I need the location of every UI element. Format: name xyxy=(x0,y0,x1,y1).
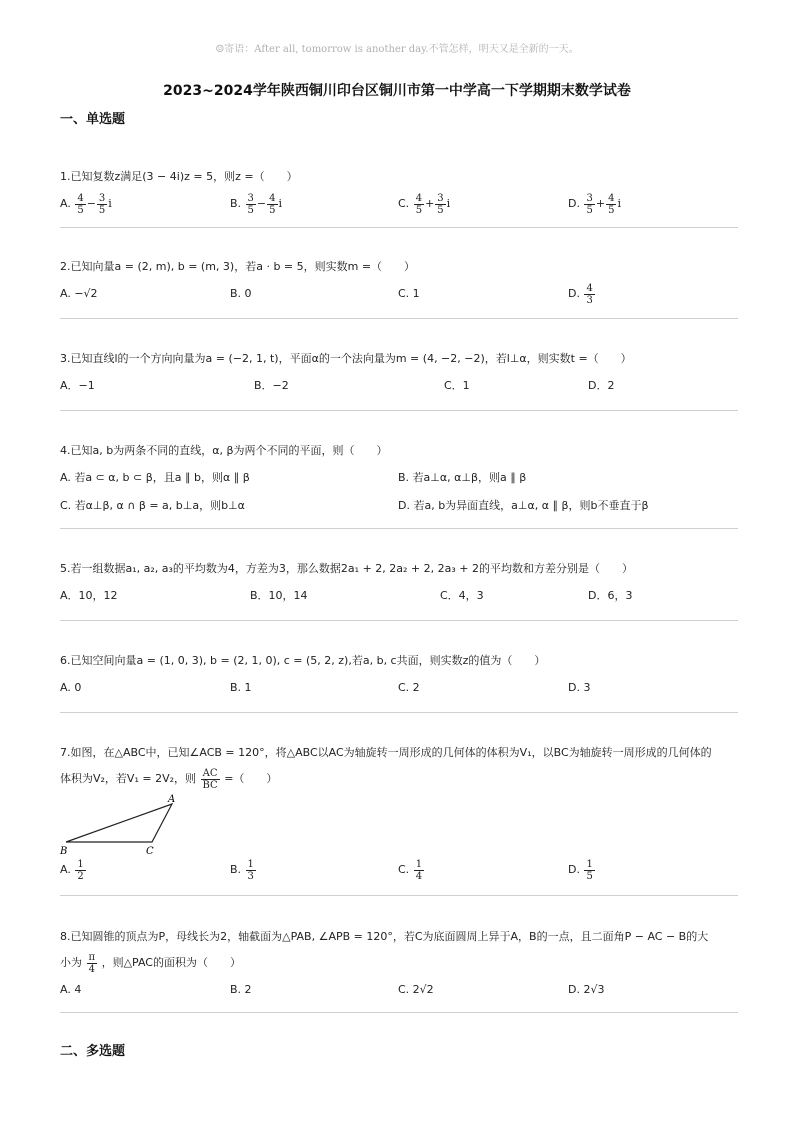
option-label: C. xyxy=(398,197,410,210)
question-7-options xyxy=(60,856,738,884)
question-6-stem: 6.已知空间向量a = (1, 0, 3), b = (2, 1, 0), c = (5, 2, z),若a, b, c共面，则实数z的值为（ ） xyxy=(60,654,546,667)
question-3 xyxy=(60,346,738,400)
question-8-option-c[interactable]: C. 2√2 xyxy=(398,983,434,996)
question-6-option-a[interactable]: A. 0 xyxy=(60,681,82,694)
question-3-option-d[interactable]: D．2 xyxy=(588,379,615,392)
question-3-option-a[interactable]: A．−1 xyxy=(60,379,95,392)
question-2-option-c[interactable]: C. 1 xyxy=(398,287,420,300)
fraction: $\frac{4}{5}$ xyxy=(608,192,615,216)
question-1-option-b[interactable]: B. $\frac{3}{5}$ − $\frac{4}{5}$ i xyxy=(230,192,283,216)
question-5-option-a[interactable]: A．10，12 xyxy=(60,589,118,602)
question-7-option-d[interactable]: D. $\frac{1}{5}$ xyxy=(568,858,593,882)
question-2 xyxy=(60,254,738,308)
question-8-option-a[interactable]: A. 4 xyxy=(60,983,82,996)
question-7-stem-line-2: 体积为V₂，若V₁ = 2V₂，则 $\frac{AC}{BC}$ =（ ） xyxy=(60,767,278,791)
divider xyxy=(60,318,738,319)
question-1 xyxy=(60,164,738,218)
question-2-option-a[interactable]: A. −√2 xyxy=(60,287,98,300)
question-8-stem-line-2: 小为 $\frac{\pi}{4}$ ，则△PAC的面积为（ ） xyxy=(60,951,241,975)
fraction: $\frac{1}{2}$ xyxy=(77,858,84,882)
question-5-option-b[interactable]: B．10，14 xyxy=(250,589,308,602)
question-1-option-d[interactable]: D. $\frac{3}{5}$ + $\frac{4}{5}$ i xyxy=(568,192,621,216)
question-6-option-d[interactable]: D. 3 xyxy=(568,681,591,694)
question-3-option-b[interactable]: B．−2 xyxy=(254,379,289,392)
question-2-option-b[interactable]: B. 0 xyxy=(230,287,252,300)
question-2-option-d[interactable] xyxy=(568,280,596,308)
vertex-label-c: C xyxy=(146,846,154,857)
fraction: $\frac{1}{4}$ xyxy=(415,858,423,882)
fraction: $\frac{4}{5}$ xyxy=(269,192,276,216)
fraction: $\frac{\pi}{4}$ xyxy=(88,951,96,975)
divider xyxy=(60,1012,738,1013)
option-label: A. xyxy=(60,197,71,210)
question-4-option-a[interactable]: A. 若a ⊂ α, b ⊂ β，且a ∥ b，则α ∥ β xyxy=(60,471,250,484)
divider xyxy=(60,528,738,529)
question-1-option-a[interactable]: A. $\frac{4}{5}$ − $\frac{3}{5}$ i xyxy=(60,192,112,216)
page-title: 2023~2024学年陕西铜川印台区铜川市第一中学高一下学期期末数学试卷 xyxy=(163,83,631,99)
fraction: $\frac{4}{5}$ xyxy=(415,192,423,216)
question-4-option-c[interactable]: C. 若α⊥β, α ∩ β = a, b⊥a，则b⊥α xyxy=(60,499,245,512)
section-multiple-choice: 二、多选题 xyxy=(60,1044,126,1059)
question-1-option-c[interactable]: C. $\frac{4}{5}$ + $\frac{3}{5}$ i xyxy=(398,192,451,216)
question-3-option-c[interactable]: C．1 xyxy=(444,379,470,392)
option-label: D. xyxy=(568,287,580,300)
fraction: $\frac{AC}{BC}$ xyxy=(202,767,218,791)
option-label: B. xyxy=(230,197,242,210)
question-1-stem: 1.已知复数z满足(3 − 4i)z = 5，则z =（ ） xyxy=(60,170,298,183)
triangle-abc xyxy=(66,804,172,842)
section-single-choice: 一、单选题 xyxy=(60,112,126,127)
question-8 xyxy=(60,924,738,1004)
divider xyxy=(60,620,738,621)
question-5-stem: 5.若一组数据a₁, a₂, a₃的平均数为4，方差为3，那么数据2a₁ + 2, 2a₂ + 2, 2a₃ + 2的平均数和方差分别是（ ） xyxy=(60,562,633,575)
fraction: $\frac{3}{5}$ xyxy=(98,192,106,216)
question-7 xyxy=(60,740,738,792)
divider xyxy=(60,712,738,713)
question-2-stem: 2.已知向量a = (2, m), b = (m, 3)，若a · b = 5，则实数m =（ ） xyxy=(60,260,416,273)
vertex-label-b: B xyxy=(60,846,68,857)
fraction: $\frac{3}{5}$ xyxy=(586,192,593,216)
fraction: $\frac{3}{5}$ xyxy=(437,192,444,216)
question-4-option-d[interactable]: D. 若a, b为异面直线，a⊥α, α ∥ β，则b不垂直于β xyxy=(398,499,649,512)
question-7-option-b[interactable]: B. $\frac{1}{3}$ xyxy=(230,858,254,882)
question-8-option-b[interactable]: B. 2 xyxy=(230,983,252,996)
question-4-option-b[interactable]: B. 若a⊥α, α⊥β，则a ∥ β xyxy=(398,471,527,484)
question-4-stem: 4.已知a, b为两条不同的直线，α, β为两个不同的平面，则（ ） xyxy=(60,444,388,457)
question-5-option-c[interactable]: C．4，3 xyxy=(440,589,484,602)
fraction: $\frac{1}{5}$ xyxy=(586,858,593,882)
question-6 xyxy=(60,648,738,702)
question-5 xyxy=(60,556,738,610)
question-5-option-d[interactable]: D．6，3 xyxy=(588,589,633,602)
question-7-option-c[interactable]: C. $\frac{1}{4}$ xyxy=(398,858,423,882)
fraction: $\frac{4}{5}$ xyxy=(77,192,84,216)
question-6-option-b[interactable]: B. 1 xyxy=(230,681,252,694)
vertex-label-a: A xyxy=(168,794,176,805)
question-3-stem: 3.已知直线l的一个方向向量为a = (−2, 1, t)，平面α的一个法向量为m = (4, −2, −2)，若l⊥α，则实数t =（ ） xyxy=(60,352,632,365)
motto-banner: ☺寄语：After all, tomorrow is another day.不管怎样，明天又是全新的一天。 xyxy=(215,44,579,55)
question-6-option-c[interactable]: C. 2 xyxy=(398,681,420,694)
fraction: $\frac{3}{5}$ xyxy=(247,192,254,216)
divider xyxy=(60,410,738,411)
question-8-stem-line-1: 8.已知圆锥的顶点为P，母线长为2，轴截面为△PAB, ∠APB = 120°，若C为底面圆周上异于A，B的一点，且二面角P − AC − B的大 xyxy=(60,930,709,943)
question-7-stem-line-1: 7.如图，在△ABC中，已知∠ACB = 120°，将△ABC以AC为轴旋转一周形成的几何体的体积为V₁，以BC为轴旋转一周形成的几何体的 xyxy=(60,746,712,759)
triangle-figure xyxy=(60,792,190,858)
question-7-option-a[interactable]: A. $\frac{1}{2}$ xyxy=(60,858,84,882)
question-4 xyxy=(60,438,738,520)
fraction: $\frac{1}{3}$ xyxy=(247,858,254,882)
fraction: $\frac{4}{3}$ xyxy=(586,282,593,306)
question-8-option-d[interactable]: D. 2√3 xyxy=(568,983,605,996)
divider xyxy=(60,227,738,228)
divider xyxy=(60,895,738,896)
option-label: D. xyxy=(568,197,580,210)
